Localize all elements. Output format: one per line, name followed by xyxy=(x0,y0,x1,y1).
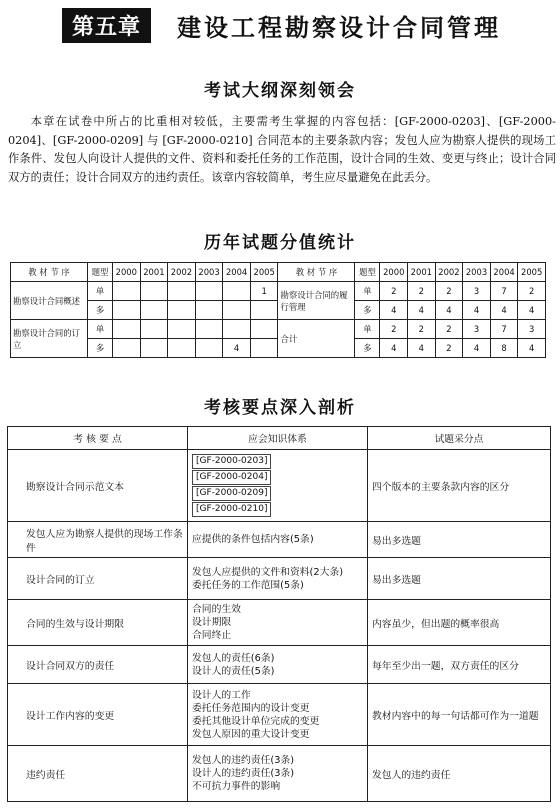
knowledge-item: [GF-2000-0209] xyxy=(192,486,271,501)
stats-value: 2 xyxy=(435,320,463,339)
stats-value xyxy=(168,282,196,301)
knowledge-item: 设计人的责任(5条) xyxy=(192,665,275,677)
header-year: 2003 xyxy=(195,263,223,282)
stats-value: 1 xyxy=(250,282,278,301)
header-year: 2005 xyxy=(518,263,546,282)
chapter-title: 建设工程勘察设计合同管理 xyxy=(177,13,502,42)
analysis-header-row xyxy=(8,427,551,450)
stats-value xyxy=(223,301,251,320)
stats-value: 7 xyxy=(490,320,518,339)
key-point: 发包人应为勘察人提供的现场工作条件 xyxy=(8,522,188,558)
stats-value xyxy=(168,320,196,339)
knowledge-item: 发包人的违约责任(3条) xyxy=(192,755,295,766)
stats-value: 2 xyxy=(435,282,463,301)
stats-value: 8 xyxy=(490,339,518,358)
knowledge-item: [GF-2000-0204] xyxy=(192,470,271,485)
analysis-row xyxy=(8,646,551,684)
knowledge-item: 合同的生效 xyxy=(192,604,241,615)
score-point: 内容虽少，但出题的概率很高 xyxy=(368,600,551,646)
knowledge-item: [GF-2000-0203] xyxy=(192,454,271,469)
stats-value: 4 xyxy=(408,339,436,358)
header-year: 2002 xyxy=(168,263,196,282)
header-year: 2004 xyxy=(223,263,251,282)
key-point: 合同的生效与设计期限 xyxy=(8,600,188,646)
stats-type: 单 xyxy=(88,282,113,301)
stats-value: 4 xyxy=(380,339,408,358)
knowledge-item: 委托任务的工作范围(5条) xyxy=(192,579,304,591)
stats-value: 4 xyxy=(435,301,463,320)
knowledge-item: 委托任务范围内的设计变更 xyxy=(192,702,310,714)
analysis-row xyxy=(8,746,551,802)
analysis-header: 试题采分点 xyxy=(368,427,551,450)
analysis-row xyxy=(8,450,551,522)
header-year: 2004 xyxy=(490,263,518,282)
stats-row xyxy=(11,282,546,301)
knowledge-item: 应提供的条件包括内容(5条) xyxy=(192,534,314,545)
knowledge-item: 发包人原因的重大设计变更 xyxy=(192,728,310,740)
header-year: 2000 xyxy=(113,263,141,282)
knowledge-system xyxy=(188,558,368,600)
knowledge-item: 设计人的工作 xyxy=(192,689,251,701)
section-title-analysis: 考核要点深入剖析 xyxy=(204,398,356,418)
section-title-statistics: 历年试题分值统计 xyxy=(204,233,356,253)
key-point: 设计工作内容的变更 xyxy=(8,684,188,746)
stats-value xyxy=(195,320,223,339)
score-point: 每年至少出一题，双方责任的区分 xyxy=(368,646,551,684)
score-point: 发包人的违约责任 xyxy=(368,746,551,802)
header-year: 2000 xyxy=(380,263,408,282)
stats-value xyxy=(140,320,168,339)
score-point: 教材内容中的每一句话都可作为一道题 xyxy=(368,684,551,746)
header-year: 2001 xyxy=(140,263,168,282)
stats-value: 2 xyxy=(435,339,463,358)
stats-value: 4 xyxy=(490,301,518,320)
stats-value: 4 xyxy=(463,301,491,320)
stats-section-name: 合计 xyxy=(278,320,355,358)
section-title-syllabus: 考试大纲深刻领会 xyxy=(204,81,356,101)
stats-value xyxy=(250,301,278,320)
chapter-number: 第五章 xyxy=(62,8,151,43)
stats-type: 多 xyxy=(355,339,380,358)
syllabus-paragraph: 本章在试卷中所占的比重相对较低，主要需考生掌握的内容包括：[GF-2000-0203]、[GF-2000-0204]、[GF-2000-0209] 与 [GF-2000-0210] 合同范本的主要条款内容；发包人应为勘察人提供的现场工作条件、发包人向设计人提供的文件、资料和委托任务的工作范围，设计合同的生效、变更与终止；设计合同双方的责任；设计合同双方的违约责任。该章内容较简单，考生应尽量避免在此丢分。 xyxy=(8,115,556,184)
knowledge-system xyxy=(188,522,368,558)
knowledge-item: 不可抗力事件的影响 xyxy=(192,781,281,792)
analysis-row xyxy=(8,684,551,746)
stats-value xyxy=(113,301,141,320)
analysis-row xyxy=(8,522,551,558)
stats-section-name: 勘察设计合同概述 xyxy=(11,282,88,320)
stats-value xyxy=(168,301,196,320)
analysis-row xyxy=(8,558,551,600)
knowledge-item: 委托其他设计单位完成的变更 xyxy=(192,715,320,727)
score-point: 易出多选题 xyxy=(368,558,551,600)
stats-value: 4 xyxy=(223,339,251,358)
stats-value: 4 xyxy=(518,301,546,320)
stats-type: 多 xyxy=(355,301,380,320)
stats-value xyxy=(140,282,168,301)
stats-type: 单 xyxy=(88,320,113,339)
knowledge-item: 发包人应提供的文件和资料(2大条) xyxy=(192,566,344,578)
score-point: 易出多选题 xyxy=(368,522,551,558)
stats-value xyxy=(140,301,168,320)
key-point: 违约责任 xyxy=(8,746,188,802)
stats-value xyxy=(168,339,196,358)
header-year: 2002 xyxy=(435,263,463,282)
header-year: 2001 xyxy=(408,263,436,282)
stats-value xyxy=(113,320,141,339)
stats-row xyxy=(11,320,546,339)
stats-value: 4 xyxy=(518,339,546,358)
stats-value: 3 xyxy=(463,282,491,301)
stats-value xyxy=(223,282,251,301)
stats-value: 2 xyxy=(408,282,436,301)
analysis-header: 应会知识体系 xyxy=(188,427,368,450)
header-type: 题型 xyxy=(355,263,380,282)
stats-section-name: 勘察设计合同的订立 xyxy=(11,320,88,358)
stats-type: 单 xyxy=(355,320,380,339)
knowledge-system xyxy=(188,646,368,684)
analysis-row xyxy=(8,600,551,646)
header-type: 题型 xyxy=(88,263,113,282)
stats-value xyxy=(195,301,223,320)
stats-value: 3 xyxy=(518,320,546,339)
stats-value: 4 xyxy=(408,301,436,320)
knowledge-item: [GF-2000-0210] xyxy=(192,502,271,517)
stats-value xyxy=(250,339,278,358)
stats-type: 多 xyxy=(88,301,113,320)
knowledge-system xyxy=(188,746,368,802)
header-year: 2005 xyxy=(250,263,278,282)
knowledge-item: 设计期限 xyxy=(192,617,232,628)
header-year: 2003 xyxy=(463,263,491,282)
stats-value: 2 xyxy=(408,320,436,339)
header-section: 教 材 节 序 xyxy=(278,263,355,282)
stats-value: 7 xyxy=(490,282,518,301)
chapter-header xyxy=(62,8,501,42)
stats-value: 2 xyxy=(380,320,408,339)
stats-value xyxy=(195,282,223,301)
knowledge-system xyxy=(188,600,368,646)
stats-value xyxy=(195,339,223,358)
header-section: 教 材 节 序 xyxy=(11,263,88,282)
knowledge-system xyxy=(188,684,368,746)
score-point: 四个版本的主要条款内容的区分 xyxy=(368,450,551,522)
stats-type: 单 xyxy=(355,282,380,301)
stats-type: 多 xyxy=(88,339,113,358)
knowledge-system xyxy=(188,450,368,522)
key-point: 勘察设计合同示范文本 xyxy=(8,450,188,522)
stats-value xyxy=(113,339,141,358)
score-statistics-table xyxy=(10,262,546,358)
stats-value xyxy=(223,320,251,339)
stats-value: 4 xyxy=(463,339,491,358)
stats-value: 2 xyxy=(380,282,408,301)
knowledge-item: 发包人的责任(6条) xyxy=(192,652,275,664)
stats-value xyxy=(140,339,168,358)
knowledge-item: 合同终止 xyxy=(192,630,232,641)
stats-value: 4 xyxy=(380,301,408,320)
key-point: 设计合同双方的责任 xyxy=(8,646,188,684)
stats-value: 2 xyxy=(518,282,546,301)
analysis-header: 考 核 要 点 xyxy=(8,427,188,450)
knowledge-item: 设计人的违约责任(3条) xyxy=(192,768,295,779)
stats-value: 3 xyxy=(463,320,491,339)
key-point: 设计合同的订立 xyxy=(8,558,188,600)
stats-value xyxy=(113,282,141,301)
stats-section-name: 勘察设计合同的履行管理 xyxy=(278,282,355,320)
key-points-table xyxy=(7,426,551,802)
stats-value xyxy=(250,320,278,339)
stats-header-row xyxy=(11,263,546,282)
